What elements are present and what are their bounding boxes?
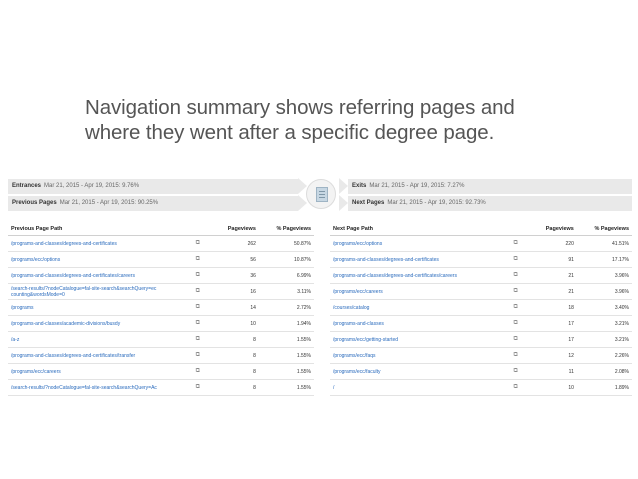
table-row [330, 284, 632, 300]
page-path-link[interactable]: /programs-and-classes [330, 316, 505, 332]
next-page-path-header[interactable]: Next Page Path [330, 222, 505, 236]
table-row [330, 268, 632, 284]
page-path-link[interactable]: /courses/catalog [330, 300, 505, 316]
page-path-link[interactable]: /programs-and-classes/degrees-and-certificates/careers [330, 268, 505, 284]
headline [85, 95, 585, 145]
previous-pages-label: Previous Pages [12, 200, 57, 206]
table-header-row [8, 222, 314, 236]
entrances-bar[interactable] [8, 179, 298, 194]
pageviews-value: 11 [526, 364, 577, 380]
page-path-link[interactable]: /programs/ecc/careers [8, 364, 188, 380]
percent-pageviews-value: 3.21% [577, 316, 632, 332]
page-path-link[interactable]: /programs-and-classes/degrees-and-certificates/careers [8, 268, 188, 284]
table-row [330, 348, 632, 364]
pageviews-value: 262 [208, 236, 259, 252]
previous-pages-bar[interactable] [8, 196, 298, 211]
external-link-icon[interactable]: ⧉ [505, 348, 525, 364]
external-link-icon[interactable]: ⧉ [188, 348, 208, 364]
pageviews-value: 8 [208, 364, 259, 380]
pageviews-value: 21 [526, 284, 577, 300]
pageviews-value: 8 [208, 380, 259, 396]
next-pages-detail: Mar 21, 2015 - Apr 19, 2015: 92.73% [387, 200, 486, 206]
percent-pageviews-value: 3.96% [577, 268, 632, 284]
percent-pageviews-value: 3.21% [577, 332, 632, 348]
previous-pages-table [8, 222, 314, 396]
external-link-icon[interactable]: ⧉ [505, 236, 525, 252]
pageviews-value: 220 [526, 236, 577, 252]
headline-line-1: Navigation summary shows referring pages and [85, 96, 515, 119]
previous-page-path-header[interactable]: Previous Page Path [8, 222, 188, 236]
pageviews-value: 91 [526, 252, 577, 268]
table-row [330, 364, 632, 380]
percent-pageviews-value: 1.94% [259, 316, 314, 332]
next-pages-arrow [339, 195, 348, 211]
table-row [330, 316, 632, 332]
entrances-detail: Mar 21, 2015 - Apr 19, 2015: 9.76% [44, 183, 140, 189]
table-row [330, 332, 632, 348]
external-link-icon[interactable]: ⧉ [188, 284, 208, 300]
exits-detail: Mar 21, 2015 - Apr 19, 2015: 7.27% [369, 183, 465, 189]
table-row [8, 284, 314, 300]
next-pages-bar[interactable] [348, 196, 632, 211]
page-path-link[interactable]: / [330, 380, 505, 396]
percent-pageviews-value: 1.55% [259, 348, 314, 364]
percent-pageviews-value: 1.89% [577, 380, 632, 396]
table-row [8, 348, 314, 364]
percent-pageviews-value: 1.55% [259, 332, 314, 348]
previous-pages-detail: Mar 21, 2015 - Apr 19, 2015: 90.25% [59, 200, 159, 206]
document-icon [316, 187, 328, 202]
exits-bar[interactable] [348, 179, 632, 194]
external-link-icon[interactable]: ⧉ [188, 252, 208, 268]
page-path-link[interactable]: /programs/ecc/options [8, 252, 188, 268]
table-row [330, 252, 632, 268]
page-path-link[interactable]: /search-results/?nodeCatalogue=fal-site-search&searchQuery=Ac [8, 380, 188, 396]
pageviews-value: 18 [526, 300, 577, 316]
external-link-icon[interactable]: ⧉ [505, 364, 525, 380]
percent-pageviews-header[interactable]: % Pageviews [577, 222, 632, 236]
external-link-icon[interactable]: ⧉ [188, 268, 208, 284]
headline-line-2: where they went after a specific degree page. [85, 121, 495, 144]
percent-pageviews-value: 17.17% [577, 252, 632, 268]
pageviews-value: 10 [526, 380, 577, 396]
pageviews-value: 12 [526, 348, 577, 364]
pageviews-value: 16 [208, 284, 259, 300]
table-row [330, 236, 632, 252]
external-link-icon[interactable]: ⧉ [505, 300, 525, 316]
pageviews-value: 17 [526, 332, 577, 348]
percent-pageviews-value: 50.87% [259, 236, 314, 252]
table-header-row [330, 222, 632, 236]
external-link-icon[interactable]: ⧉ [188, 300, 208, 316]
page-path-link[interactable]: /programs/ecc/faculty [330, 364, 505, 380]
percent-pageviews-value: 1.55% [259, 364, 314, 380]
percent-pageviews-value: 6.99% [259, 268, 314, 284]
table-row [8, 364, 314, 380]
pageviews-header[interactable]: Pageviews [208, 222, 259, 236]
page-path-link[interactable]: /programs/ecc/getting-started [330, 332, 505, 348]
table-row [8, 316, 314, 332]
page-path-link[interactable]: /a-z [8, 332, 188, 348]
external-link-icon[interactable]: ⧉ [505, 316, 525, 332]
external-link-icon[interactable]: ⧉ [505, 284, 525, 300]
page-path-link[interactable]: /programs-and-classes/degrees-and-certificates [330, 252, 505, 268]
external-link-icon[interactable]: ⧉ [188, 236, 208, 252]
percent-pageviews-header[interactable]: % Pageviews [259, 222, 314, 236]
table-row [330, 380, 632, 396]
percent-pageviews-value: 2.26% [577, 348, 632, 364]
percent-pageviews-value: 3.11% [259, 284, 314, 300]
external-link-icon[interactable]: ⧉ [188, 364, 208, 380]
page-path-link[interactable]: /programs/ecc/careers [330, 284, 505, 300]
pageviews-value: 8 [208, 348, 259, 364]
pageviews-value: 10 [208, 316, 259, 332]
page-icon [306, 179, 336, 209]
percent-pageviews-value: 41.51% [577, 236, 632, 252]
table-row [8, 252, 314, 268]
page-path-link[interactable]: /programs-and-classes/academic-divisions/busdy [8, 316, 188, 332]
percent-pageviews-value: 1.55% [259, 380, 314, 396]
table-row [8, 300, 314, 316]
table-row [330, 300, 632, 316]
external-link-icon[interactable]: ⧉ [505, 380, 525, 396]
table-row [8, 380, 314, 396]
percent-pageviews-value: 3.96% [577, 284, 632, 300]
percent-pageviews-value: 2.08% [577, 364, 632, 380]
pageviews-value: 14 [208, 300, 259, 316]
external-link-icon[interactable]: ⧉ [505, 252, 525, 268]
pageviews-value: 56 [208, 252, 259, 268]
entrances-label: Entrances [12, 183, 42, 189]
pageviews-value: 8 [208, 332, 259, 348]
next-pages-label: Next Pages [352, 200, 385, 206]
table-row [8, 236, 314, 252]
external-link-icon[interactable]: ⧉ [188, 332, 208, 348]
pageviews-value: 17 [526, 316, 577, 332]
percent-pageviews-value: 10.87% [259, 252, 314, 268]
external-link-icon[interactable]: ⧉ [188, 380, 208, 396]
table-row [8, 332, 314, 348]
external-link-icon[interactable]: ⧉ [505, 268, 525, 284]
pageviews-value: 21 [526, 268, 577, 284]
page-path-link[interactable]: /programs [8, 300, 188, 316]
pageviews-header[interactable]: Pageviews [526, 222, 577, 236]
exits-arrow [339, 178, 348, 194]
table-row [8, 268, 314, 284]
page-path-link[interactable]: /programs/ecc/options [330, 236, 505, 252]
page-path-link[interactable]: /programs-and-classes/degrees-and-certificates/transfer [8, 348, 188, 364]
next-pages-table [330, 222, 632, 396]
external-link-icon[interactable]: ⧉ [188, 316, 208, 332]
page-path-link[interactable]: /search-results/?nodeCatalogue=fal-site-search&searchQuery=ec counting&wordsMode=0 [8, 284, 188, 300]
exits-label: Exits [352, 183, 367, 189]
external-link-icon[interactable]: ⧉ [505, 332, 525, 348]
pageviews-value: 36 [208, 268, 259, 284]
percent-pageviews-value: 3.40% [577, 300, 632, 316]
page-path-link[interactable]: /programs-and-classes/degrees-and-certificates [8, 236, 188, 252]
percent-pageviews-value: 2.72% [259, 300, 314, 316]
page-path-link[interactable]: /programs/ecc/faqs [330, 348, 505, 364]
